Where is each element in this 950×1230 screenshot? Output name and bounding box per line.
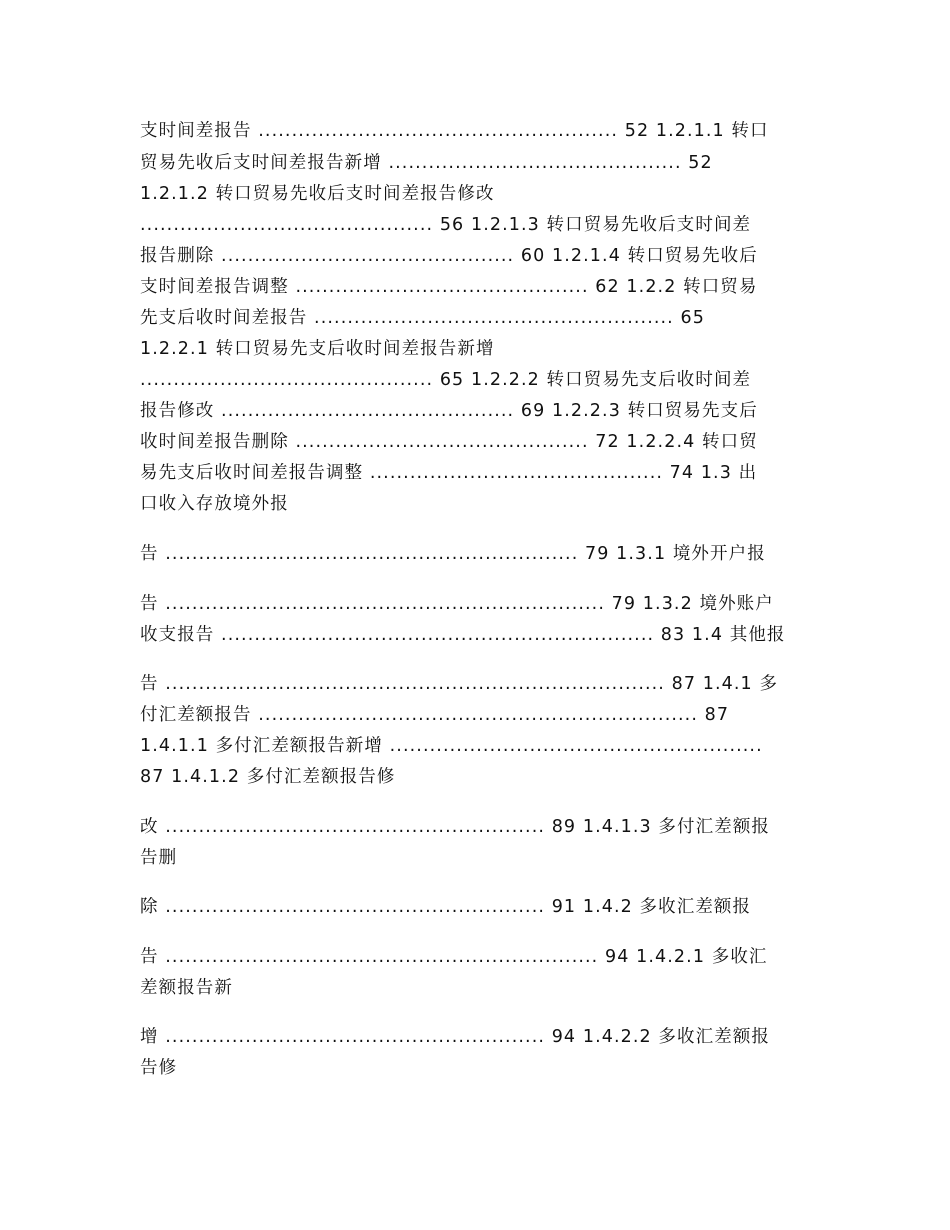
toc-line: 告 ........................................................................... 87 1.4.1 多 — [140, 674, 779, 694]
toc-line: 告 .................................................................. 79 1.3.2 境外账户 — [140, 594, 774, 614]
toc-line: 1.4.1.1 多付汇差额报告新增 ........................................................ — [140, 736, 763, 756]
toc-line: 差额报告新 — [140, 978, 233, 998]
toc-line: 告删 — [140, 848, 178, 868]
toc-line: ............................................ 65 1.2.2.2 转口贸易先支后收时间差 — [140, 370, 752, 390]
toc-line: 报告删除 ............................................ 60 1.2.1.4 转口贸易先收后 — [140, 246, 758, 266]
toc-line: 1.2.1.2 转口贸易先收后支时间差报告修改 — [140, 184, 495, 204]
toc-line: 告 ................................................................. 94 1.4.2.1 多收汇 — [140, 947, 768, 967]
toc-line: 告修 — [140, 1058, 178, 1078]
toc-line: ............................................ 56 1.2.1.3 转口贸易先收后支时间差 — [140, 215, 752, 235]
toc-line: 1.2.2.1 转口贸易先支后收时间差报告新增 — [140, 339, 495, 359]
toc-line: 贸易先收后支时间差报告新增 ............................................ 52 — [140, 153, 713, 173]
toc-line: 易先支后收时间差报告调整 ............................................ 74 1.3 出 — [140, 463, 758, 483]
toc-line: 87 1.4.1.2 多付汇差额报告修 — [140, 767, 396, 787]
toc-line: 先支后收时间差报告 ...................................................... 65 — [140, 308, 705, 328]
toc-line: 口收入存放境外报 — [140, 494, 289, 514]
toc-line: 支时间差报告调整 ............................................ 62 1.2.2 转口贸易 — [140, 277, 758, 297]
toc-line: 除 ......................................................... 91 1.4.2 多收汇差额报 — [140, 897, 752, 917]
toc-line: 付汇差额报告 .................................................................. 87 — [140, 705, 730, 725]
toc-line: 收支报告 ................................................................. 83 1.4 其他报 — [140, 625, 786, 645]
toc-line: 报告修改 ............................................ 69 1.2.2.3 转口贸易先支后 — [140, 401, 758, 421]
toc-line: 增 ......................................................... 94 1.4.2.2 多收汇差额报 — [140, 1027, 771, 1047]
toc-line: 支时间差报告 ...................................................... 52 1.2.1.1 转口 — [140, 121, 769, 141]
toc-line: 告 .............................................................. 79 1.3.1 境外开户报 — [140, 544, 766, 564]
toc-line: 改 ......................................................... 89 1.4.1.3 多付汇差额报 — [140, 817, 771, 837]
toc-line: 收时间差报告删除 ............................................ 72 1.2.2.4 转口贸 — [140, 432, 758, 452]
